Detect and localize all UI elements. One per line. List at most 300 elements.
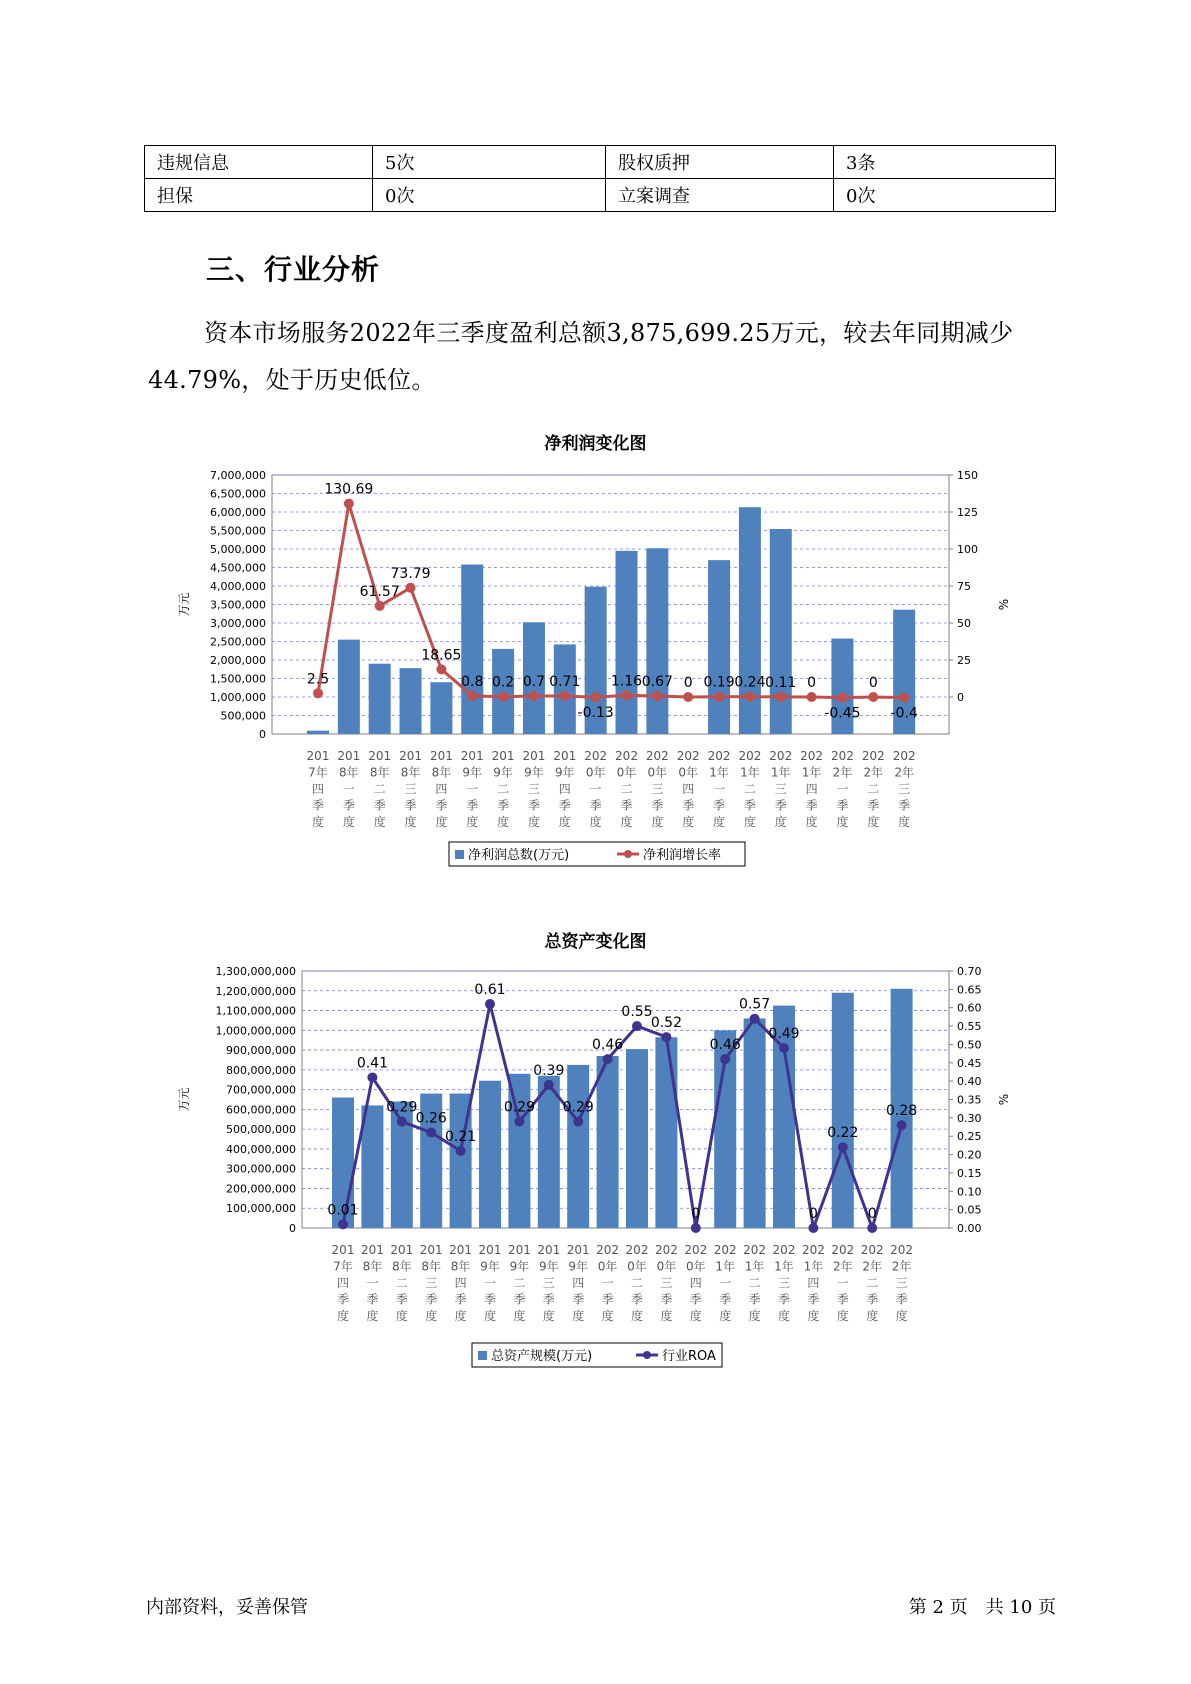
table-row: [145, 179, 1056, 212]
legend-marker: [624, 850, 632, 858]
data-label: 0.49: [768, 1026, 800, 1043]
series-point: [867, 1223, 877, 1233]
bar: [616, 551, 638, 734]
bar: [307, 731, 329, 734]
x-tick-label: 9年: [538, 1259, 559, 1274]
x-tick-label: 四: [454, 1276, 467, 1290]
series-point: [808, 1223, 818, 1233]
bar: [430, 682, 452, 734]
x-tick-label: 度: [682, 815, 695, 829]
data-label: 0: [867, 1206, 877, 1222]
x-tick-label: 季: [748, 1292, 761, 1307]
series-point: [467, 691, 477, 701]
x-tick-label: 三: [777, 1276, 791, 1290]
data-label: 0.19: [703, 674, 735, 691]
x-tick-label: 度: [651, 815, 664, 829]
x-tick-label: 1年: [774, 1259, 794, 1274]
x-tick-label: 季: [483, 1292, 497, 1307]
y2-tick-label: 125: [957, 506, 978, 519]
x-tick-label: 202: [707, 749, 731, 763]
bar: [646, 548, 668, 734]
x-tick-label: 季: [807, 1292, 820, 1307]
table-cell: 0次: [834, 179, 1056, 212]
footer-confidential: 内部资料，妥善保管: [146, 1597, 308, 1618]
series-point: [622, 690, 632, 700]
x-tick-label: 度: [898, 815, 911, 829]
x-tick-label: 度: [689, 1309, 702, 1323]
y2-tick-label: 0.50: [957, 1038, 982, 1052]
x-tick-label: 二: [395, 1276, 408, 1290]
table-row: [145, 146, 1056, 179]
x-tick-label: 202: [831, 1243, 855, 1257]
x-tick-label: 度: [589, 815, 602, 829]
x-tick-label: 四: [807, 1276, 820, 1290]
y-tick-label: 2,000,000: [210, 654, 266, 667]
x-tick-label: 季: [867, 798, 880, 813]
x-tick-label: 度: [601, 1309, 614, 1323]
y2-tick-label: 0.30: [957, 1111, 982, 1125]
y-tick-label: 1,500,000: [210, 672, 266, 686]
series-point: [745, 692, 755, 702]
data-label: 0.2: [491, 674, 515, 691]
x-tick-label: 201: [522, 749, 546, 763]
x-tick-label: 0年: [597, 1259, 618, 1274]
data-label: 0.46: [592, 1037, 624, 1054]
y2-tick-label: 0.65: [957, 983, 982, 997]
x-tick-label: 度: [713, 815, 726, 829]
x-tick-label: 季: [373, 798, 386, 813]
x-tick-label: 8年: [400, 765, 421, 780]
x-tick-label: 季: [898, 798, 911, 813]
table-cell: 股权质押: [606, 146, 834, 179]
table-cell: 立案调查: [606, 179, 834, 212]
x-tick-label: 度: [366, 1309, 379, 1323]
y-tick-label: 900,000,000: [226, 1044, 296, 1058]
x-tick-label: 9年: [554, 765, 575, 780]
x-tick-label: 度: [435, 815, 448, 829]
x-tick-label: 季: [589, 798, 602, 813]
x-tick-label: 季: [395, 1292, 408, 1307]
data-label: 0.67: [641, 674, 673, 691]
y-tick-label: 200,000,000: [226, 1182, 296, 1196]
y-tick-label: 1,000,000,000: [215, 1024, 296, 1038]
data-label: -0.13: [577, 705, 614, 722]
y-tick-label: 4,500,000: [210, 561, 266, 575]
legend-swatch: [478, 1351, 487, 1360]
series-point: [750, 1014, 760, 1024]
x-tick-label: 度: [527, 815, 540, 829]
y2-tick-label: 75: [957, 580, 971, 593]
x-tick-label: 201: [360, 1243, 384, 1257]
x-tick-label: 9年: [524, 765, 544, 780]
table-cell: 0次: [373, 179, 606, 212]
table-cell: 3条: [834, 146, 1056, 179]
x-tick-label: 202: [684, 1243, 708, 1257]
x-tick-label: 202: [713, 1243, 737, 1257]
x-tick-label: 季: [836, 1292, 849, 1307]
data-label: 0: [807, 675, 817, 691]
y2-tick-label: 0.35: [957, 1093, 982, 1107]
data-label: 0.7: [522, 673, 546, 690]
x-tick-label: 季: [497, 798, 510, 813]
bar: [832, 993, 854, 1228]
y2-tick-label: 100: [957, 543, 978, 556]
x-tick-label: 度: [454, 1309, 467, 1323]
x-tick-label: 2年: [862, 1259, 883, 1274]
x-tick-label: 0年: [685, 1259, 706, 1274]
x-tick-label: 一: [366, 1276, 379, 1290]
x-tick-label: 201: [337, 749, 361, 763]
chart-title: 总资产变化图: [544, 932, 647, 952]
y-tick-label: 600,000,000: [226, 1103, 296, 1117]
x-tick-label: 三: [651, 782, 664, 796]
x-tick-label: 9年: [509, 1259, 530, 1274]
x-tick-label: 二: [373, 782, 386, 796]
x-tick-label: 8年: [369, 765, 390, 780]
x-tick-label: 季: [466, 798, 479, 813]
data-label: 0.41: [356, 1055, 388, 1072]
x-tick-label: 季: [342, 798, 355, 813]
x-tick-label: 201: [507, 1243, 531, 1257]
x-tick-label: 202: [738, 749, 762, 763]
series-point: [632, 1021, 642, 1031]
y-tick-label: 4,000,000: [210, 580, 266, 593]
x-tick-label: 1年: [709, 765, 729, 780]
series-point: [560, 691, 570, 701]
y2-tick-label: 0.40: [957, 1075, 982, 1089]
y-tick-label: 700,000,000: [226, 1083, 296, 1097]
x-tick-label: 201: [449, 1243, 473, 1257]
series-point: [591, 692, 601, 702]
x-tick-label: 四: [682, 782, 695, 796]
x-tick-label: 季: [542, 1292, 555, 1307]
x-tick-label: 度: [620, 815, 633, 829]
x-tick-label: 度: [630, 1309, 644, 1323]
info-table: [144, 145, 1056, 212]
x-tick-label: 季: [404, 798, 417, 813]
series-point: [661, 1032, 671, 1042]
x-tick-label: 季: [435, 798, 448, 813]
x-tick-label: 季: [774, 798, 787, 813]
x-tick-label: 度: [572, 1309, 585, 1323]
data-label: 0.71: [549, 673, 581, 690]
bar: [770, 529, 792, 734]
series-point: [720, 1054, 730, 1064]
data-label: 0.28: [886, 1103, 918, 1120]
bar: [567, 1065, 589, 1228]
x-tick-label: 度: [777, 1309, 791, 1323]
bar: [744, 1018, 766, 1228]
x-tick-label: 度: [336, 1309, 350, 1323]
y-tick-label: 1,200,000,000: [215, 984, 296, 998]
x-tick-label: 0年: [647, 765, 668, 780]
x-tick-label: 度: [719, 1309, 732, 1323]
y-tick-label: 500,000: [220, 709, 266, 723]
data-label: 0.55: [621, 1004, 653, 1021]
x-tick-label: 度: [743, 815, 756, 829]
x-tick-label: 8年: [362, 1259, 383, 1274]
data-label: 0: [868, 675, 878, 691]
x-tick-label: 三: [898, 782, 911, 796]
x-tick-label: 1年: [770, 765, 791, 780]
x-tick-label: 度: [404, 815, 417, 829]
series-point: [573, 1117, 583, 1127]
x-tick-label: 季: [836, 798, 849, 813]
x-tick-label: 季: [366, 1292, 379, 1307]
x-tick-label: 季: [866, 1292, 879, 1307]
data-label: 18.65: [421, 647, 462, 664]
x-tick-label: 201: [537, 1243, 561, 1257]
y2-tick-label: 150: [957, 469, 978, 482]
x-tick-label: 202: [890, 1243, 914, 1257]
x-tick-label: 度: [807, 1309, 820, 1323]
series-point: [779, 1043, 789, 1053]
x-tick-label: 四: [336, 1276, 350, 1290]
x-tick-label: 1年: [803, 1259, 824, 1274]
x-tick-label: 2年: [832, 1259, 853, 1274]
x-tick-label: 0年: [627, 1259, 647, 1274]
y-tick-label: 1,000,000: [210, 691, 266, 704]
x-tick-label: 202: [892, 749, 916, 763]
y2-tick-label: 0.10: [957, 1185, 982, 1199]
x-tick-label: 8年: [339, 765, 359, 780]
bar: [400, 668, 422, 734]
x-tick-label: 201: [460, 749, 484, 763]
x-tick-label: 一: [601, 1276, 614, 1290]
y2-tick-label: 0.25: [957, 1130, 982, 1144]
x-tick-label: 7年: [308, 765, 328, 780]
series-point: [375, 601, 385, 611]
series-point: [529, 691, 539, 701]
x-tick-label: 季: [336, 1292, 350, 1307]
x-tick-label: 季: [513, 1292, 526, 1307]
data-label: 61.57: [359, 583, 400, 600]
x-tick-label: 201: [390, 1243, 414, 1257]
x-tick-label: 9年: [462, 765, 483, 780]
y2-tick-label: 0.55: [957, 1020, 982, 1034]
series-point: [868, 692, 878, 702]
x-tick-label: 二: [513, 1276, 526, 1290]
series-point: [406, 583, 416, 593]
x-tick-label: 二: [620, 782, 633, 796]
x-tick-label: 201: [368, 749, 392, 763]
data-label: 0: [691, 1206, 701, 1222]
series-point: [313, 688, 323, 698]
table-cell: 担保: [145, 179, 373, 212]
x-tick-label: 季: [572, 1292, 585, 1307]
x-tick-label: 1年: [740, 765, 760, 780]
legend-label: 总资产规模(万元): [491, 1349, 593, 1364]
x-tick-label: 度: [895, 1309, 908, 1323]
x-tick-label: 二: [497, 782, 510, 796]
data-label: 1.16: [610, 673, 643, 690]
bar: [338, 640, 360, 734]
x-tick-label: 度: [395, 1309, 408, 1323]
x-tick-label: 1年: [744, 1259, 765, 1274]
legend-label: 净利润总数(万元): [468, 848, 570, 863]
x-tick-label: 9年: [568, 1259, 589, 1274]
x-tick-label: 度: [867, 815, 880, 829]
series-point: [691, 1223, 701, 1233]
y2-tick-label: 50: [957, 617, 971, 630]
series-point: [338, 1219, 348, 1229]
x-tick-label: 一: [836, 782, 849, 796]
legend-label: 净利润增长率: [643, 848, 722, 863]
x-tick-label: 一: [719, 1276, 732, 1290]
series-point: [514, 1117, 524, 1127]
y2-tick-label: 0.05: [957, 1203, 982, 1217]
x-tick-label: 三: [425, 1276, 438, 1290]
x-tick-label: 季: [743, 798, 756, 813]
series-point: [683, 692, 693, 702]
y-tick-label: 5,000,000: [210, 543, 266, 556]
x-tick-label: 度: [542, 1309, 555, 1323]
x-tick-label: 度: [660, 1309, 673, 1323]
x-tick-label: 一: [342, 782, 355, 796]
x-tick-label: 季: [601, 1292, 614, 1307]
x-tick-label: 202: [743, 1243, 767, 1257]
y2-tick-label: 0.70: [957, 965, 982, 978]
series-point: [837, 693, 847, 703]
table-cell: 5次: [373, 146, 606, 179]
page-number: 第 2 页 共 10 页: [908, 1597, 1056, 1618]
data-label: 0.39: [533, 1062, 565, 1079]
x-tick-label: 0年: [656, 1259, 677, 1274]
x-tick-label: 202: [676, 749, 700, 763]
data-label: 0.61: [474, 982, 506, 999]
x-tick-label: 二: [743, 782, 756, 796]
data-label: 2.5: [306, 671, 330, 688]
x-tick-label: 度: [805, 815, 818, 829]
y2-tick-label: 25: [957, 654, 971, 667]
x-tick-label: 8年: [431, 765, 452, 780]
data-label: -0.4: [890, 705, 918, 722]
data-label: 0.26: [415, 1110, 447, 1127]
x-tick-label: 9年: [493, 765, 513, 780]
x-tick-label: 201: [491, 749, 515, 763]
series-point: [807, 692, 817, 702]
x-tick-label: 度: [466, 815, 479, 829]
bar: [626, 1049, 648, 1228]
x-tick-label: 季: [682, 798, 695, 813]
x-tick-label: 8年: [421, 1259, 442, 1274]
x-tick-label: 一: [589, 782, 602, 796]
x-tick-label: 季: [713, 798, 726, 813]
x-tick-label: 季: [425, 1292, 438, 1307]
data-label: -0.45: [824, 705, 861, 722]
x-tick-label: 0年: [585, 765, 606, 780]
x-tick-label: 2年: [894, 765, 914, 780]
y2-tick-label: 0.45: [957, 1056, 982, 1070]
x-tick-label: 四: [572, 1276, 585, 1290]
data-label: 0.29: [386, 1099, 418, 1116]
x-tick-label: 9年: [480, 1259, 500, 1274]
x-tick-label: 度: [311, 815, 325, 829]
y-tick-label: 0: [289, 1222, 296, 1235]
legend-label: 行业ROA: [662, 1349, 716, 1364]
legend-swatch: [455, 850, 464, 859]
x-tick-label: 202: [615, 749, 638, 763]
section-title: 三、行业分析: [206, 253, 381, 286]
x-tick-label: 季: [311, 798, 325, 813]
data-label: 0.57: [739, 996, 771, 1013]
x-tick-label: 季: [689, 1292, 702, 1307]
series-point: [397, 1117, 407, 1127]
x-tick-label: 201: [331, 1243, 355, 1257]
x-tick-label: 8年: [450, 1259, 471, 1274]
y2-axis-title: %: [997, 1093, 1011, 1106]
series-point: [498, 692, 508, 702]
series-point: [714, 692, 724, 702]
y-tick-label: 5,500,000: [210, 524, 266, 538]
series-point: [838, 1142, 848, 1152]
x-tick-label: 季: [527, 798, 540, 813]
x-tick-label: 202: [645, 749, 669, 763]
y-axis-title: 万元: [177, 592, 191, 617]
x-tick-label: 201: [419, 1243, 443, 1257]
x-tick-label: 三: [527, 782, 540, 796]
x-tick-label: 2年: [891, 1259, 912, 1274]
x-tick-label: 季: [630, 1292, 644, 1307]
x-tick-label: 一: [483, 1276, 497, 1290]
series-point: [436, 664, 446, 674]
x-tick-label: 季: [651, 798, 664, 813]
x-tick-label: 三: [895, 1276, 908, 1290]
x-tick-label: 2年: [863, 765, 884, 780]
data-label: 0.01: [327, 1202, 359, 1219]
data-label: 0.8: [461, 673, 484, 690]
y-tick-label: 0: [259, 728, 266, 741]
x-tick-label: 2年: [832, 765, 853, 780]
total-assets-chart: [0, 960, 1191, 1380]
series-point: [897, 1120, 907, 1130]
x-tick-label: 1年: [715, 1259, 736, 1274]
x-tick-label: 度: [342, 815, 355, 829]
series-point: [456, 1146, 466, 1156]
y-tick-label: 3,000,000: [210, 617, 266, 630]
data-label: 73.79: [390, 565, 431, 582]
x-tick-label: 二: [867, 782, 880, 796]
legend-marker: [643, 1351, 651, 1359]
x-tick-label: 三: [542, 1276, 555, 1290]
x-tick-label: 0年: [616, 765, 637, 780]
series-point: [603, 1054, 613, 1064]
bar: [708, 560, 730, 734]
y-tick-label: 3,500,000: [210, 598, 266, 612]
data-label: 0.29: [562, 1099, 594, 1116]
x-tick-label: 201: [553, 749, 577, 763]
x-tick-label: 度: [866, 1309, 879, 1323]
x-tick-label: 季: [777, 1292, 791, 1307]
bar: [479, 1081, 501, 1228]
x-tick-label: 1年: [801, 765, 822, 780]
y-tick-label: 500,000,000: [226, 1123, 296, 1137]
bar: [597, 1056, 619, 1228]
bar: [492, 649, 514, 734]
y-tick-label: 300,000,000: [226, 1162, 296, 1176]
x-tick-label: 三: [660, 1276, 673, 1290]
x-tick-label: 四: [435, 782, 448, 796]
x-tick-label: 202: [830, 749, 854, 763]
chart-title: 净利润变化图: [544, 434, 647, 454]
y-tick-label: 6,000,000: [210, 506, 266, 519]
data-label: 0: [683, 675, 693, 691]
analysis-paragraph: 资本市场服务2022年三季度盈利总额3,875,699.25万元，较去年同期减少44.79%，处于历史低位。: [148, 319, 1014, 394]
x-tick-label: 202: [861, 749, 885, 763]
series-point: [652, 691, 662, 701]
x-tick-label: 度: [748, 1309, 761, 1323]
series-point: [426, 1128, 436, 1138]
